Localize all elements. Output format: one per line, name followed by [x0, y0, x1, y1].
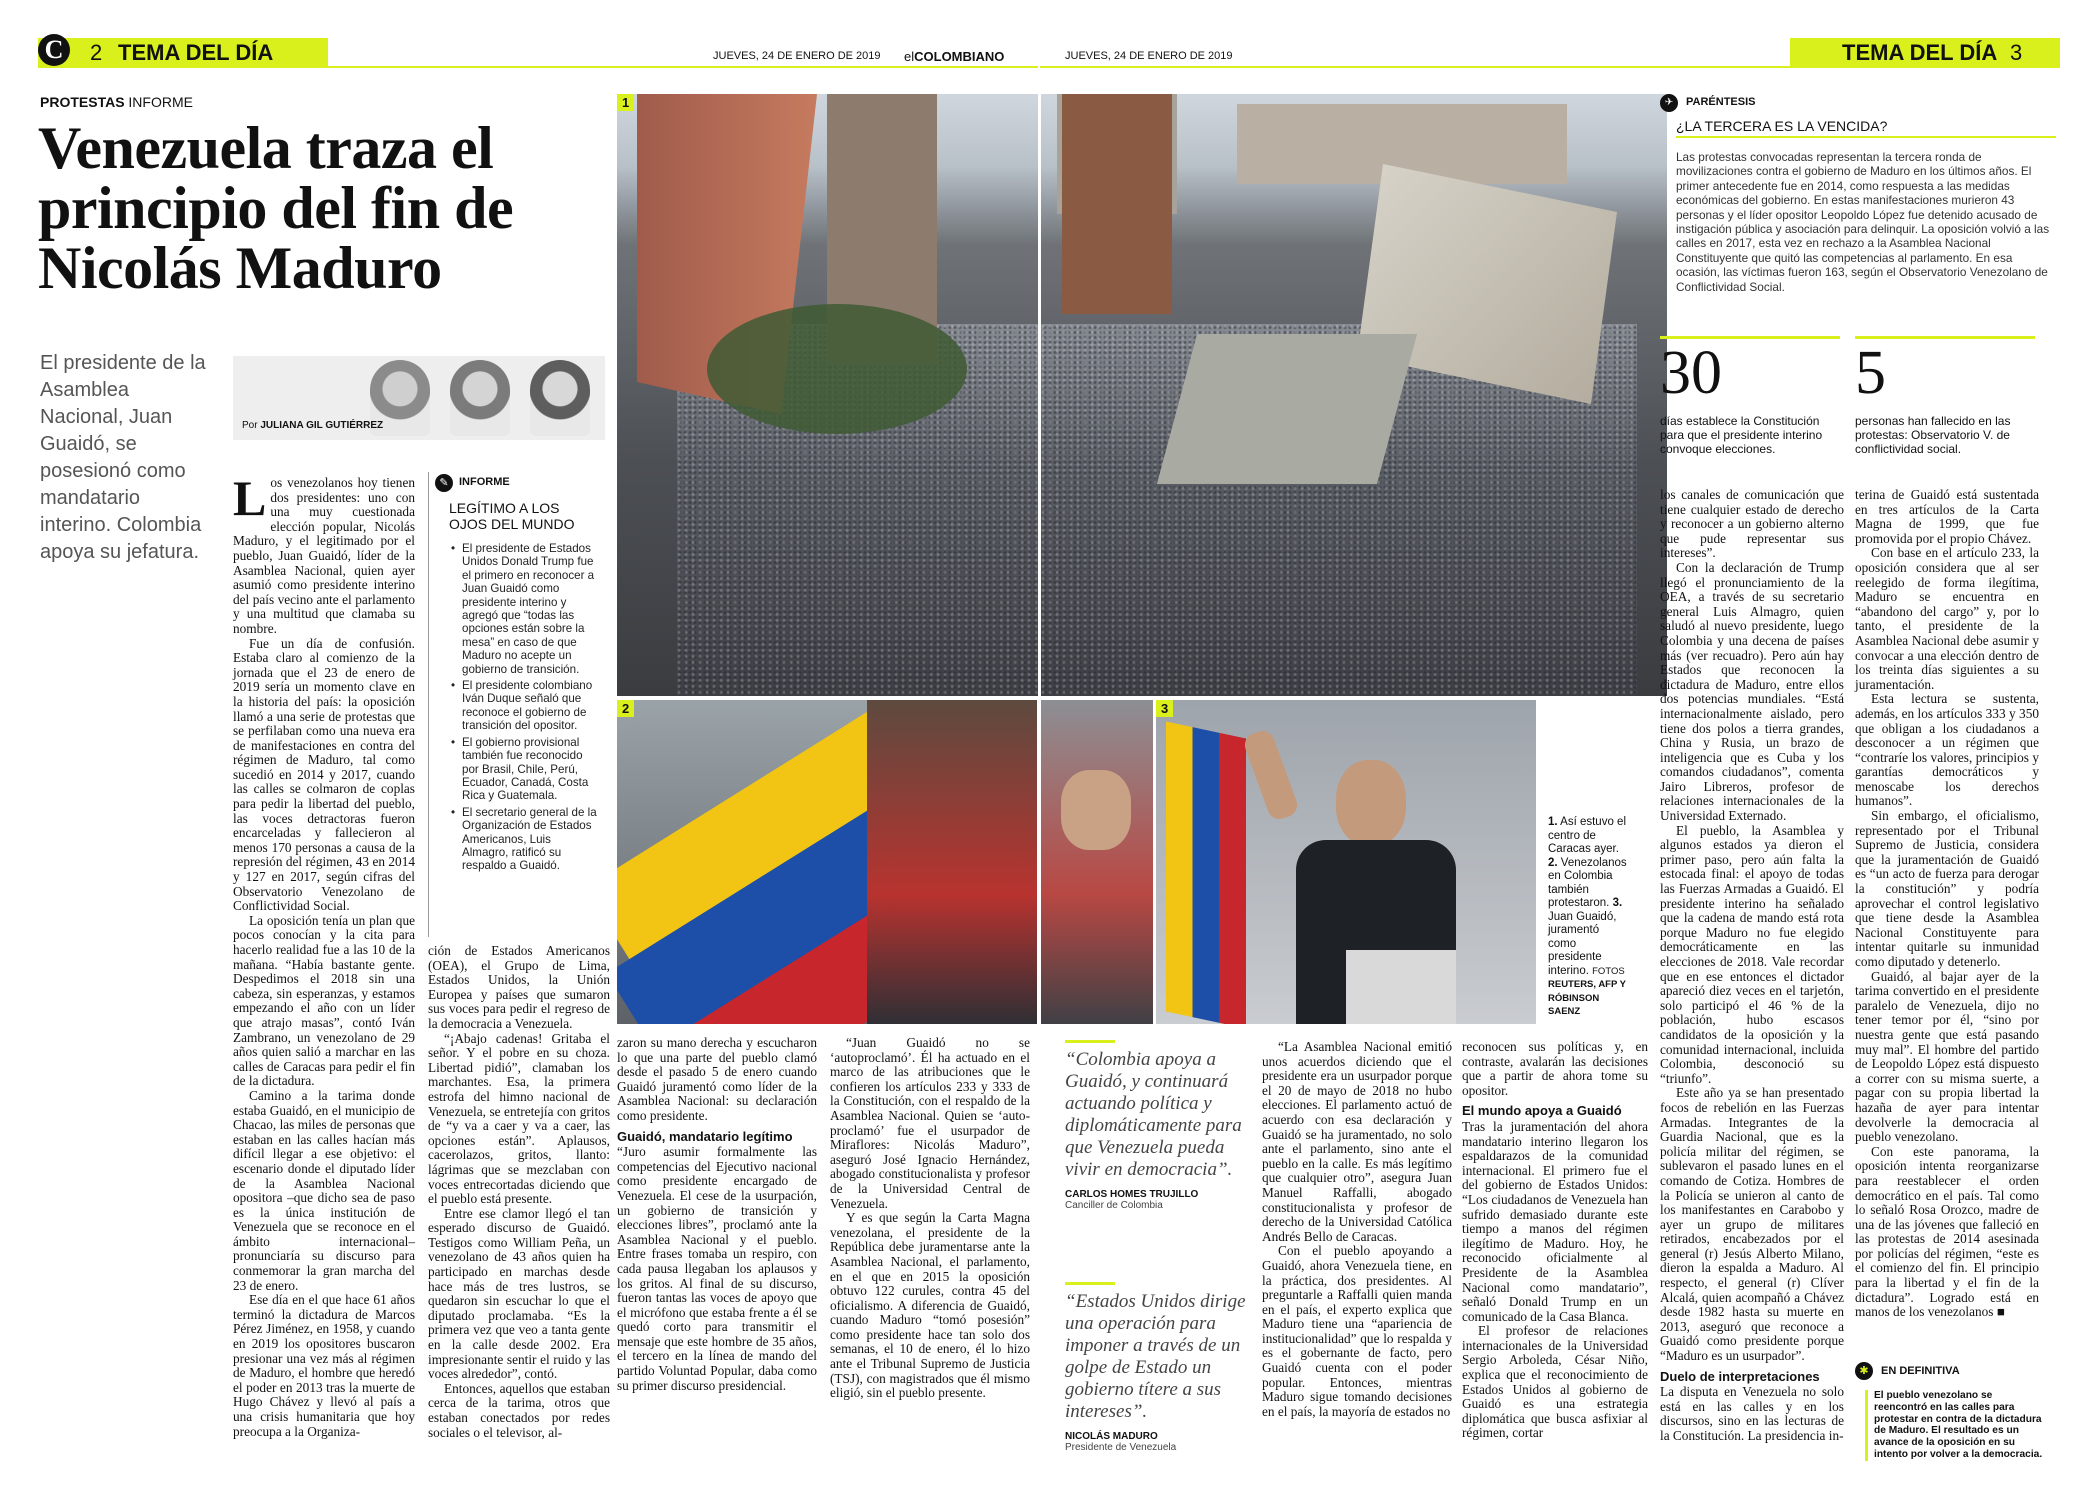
definitiva-label: EN DEFINITIVA	[1881, 1365, 1960, 1377]
avatar	[450, 360, 510, 436]
quote-1	[1065, 1040, 1255, 1211]
en-definitiva-box	[1855, 1362, 2045, 1472]
drop-cap: L	[233, 470, 267, 526]
building	[1062, 94, 1172, 314]
list-item: • El secretario general de la Organización de Estados Americanos, Luis Almagro, ratificó su respaldo a Guaidó.	[451, 806, 599, 873]
page-number-right: 3	[2010, 40, 2023, 65]
list-item: • El gobierno provisional también fue reconocido por Brasil, Chile, Perú, Ecuador, Canadá, Costa Rica y Guatemala.	[451, 736, 599, 803]
list-item: • El presidente de Estados Unidos Donald Trump fue el primero en reconocer a Juan Guaidó como presidente interino y agregó que “todas las opciones están sobre la mesa” en caso de que Maduro no acepte un gobierno de transición.	[451, 542, 599, 676]
body-column-7: reconocen sus políticas y, en contraste, avalarán las decisiones que a partir de ahora tome su opositor. El mundo apoya a Guaidó Tras la juramentación del ahora mandatario interino llegaron los espaldarazos de la comunidad internacional. El primero fue el del gobierno de Estados Unidos: “Los ciudadanos de Venezuela han sufrido demasiado durante este tiempo a manos del régimen ilegítimo de Maduro. Hoy, he reconocido oficialmente al Presidente de la Asamblea Nacional como mandatario”, señaló Donald Trump en un comunicado de la Casa Blanca. El profesor de relaciones internacionales de la Universidad Sergio Arboleda, César Niño, explica que el reconocimiento de Estados Unidos al gobierno de Guaidó es una estrategia diplomática que busca asfixiar al régimen, cortar	[1462, 1039, 1648, 1441]
section-right: TEMA DEL DÍA	[1842, 40, 1998, 65]
byline: Por JULIANA GIL GUTIÉRREZ	[242, 420, 384, 431]
quote-rule	[1065, 1040, 1115, 1043]
body-column-8: los canales de comunicación que tiene cualquier estado de derecho y reconocer a un gobierno alterno que pude representar sus intereses”. Con la declaración de Trump llegó el pronunciamiento de la OEA, a través de su secretario general Luis Almagro, quien saludó al nuevo presidente, luego Colombia y una decena de países más (ver recuadro). Pero aún hay Estados que reconocen la dictadura de Maduro, entre ellos dos potencias mundiales. “Está internacionalmente aislado, pero tiene dos polos a tierra grandes, China y Rusia, un brazo de inteligencia que es Cuba y los comandos ciudadanos”, comenta Jairo Libreros, profesor de relaciones internacionales de la Universidad Externado. El pueblo, la Asamblea y algunos estados ya dieron el primer paso, pero aún falta la estocada final: el apoyo de todas las Fuerzas Armadas a Guaidó. El presidente interino ha señalado que la cadena de mando está rota porque Maduro no fue elegido democráticamente en las elecciones de 2018. Vale recordar que en ese entonces el dictador apareció diez veces en el tarjetón, solo participó el 46 % de la población, hubo escasos candidatos de la oposición y la comunidad internacional, incluida Colombia, desconoció su “triunfo”. Este año ya se han presentado focos de rebelión en las Fuerzas Armadas. Integrantes de la Guardia Nacional, que es la policía militar del régimen, se sublevaron el pasado lunes en el comando de Cotiza. Hombres de la Policía se unieron al canto de los manifestantes en Carabobo y ayer un grupo de militares retirados, encabezados por el general (r) Jesús Alberto Milano, dieron la espalda a Maduro. Al respecto, el general (r) Clíver Alcalá, quien acompañó a Chávez desde 1982 hasta su muerte en 2013, aseguró que reconoce a Guaidó como presidente porque “Maduro es un usurpador”. Duelo de interpretaciones La disputa en Venezuela no solo está en las calles y en los discursos, sino en las lecturas de la Constitución. La presidencia in-	[1660, 487, 1844, 1443]
stat-text-2: personas han fallecido en las protestas: Observatorio V. de conflictividad social.	[1855, 414, 2011, 456]
photo-label-2: 2	[617, 700, 634, 717]
photo-label-3: 3	[1156, 700, 1173, 717]
photo-label-1: 1	[617, 94, 634, 111]
quote-2	[1065, 1282, 1255, 1453]
stat-text-1: días establece la Constitución para que el presidente interino convoque elecciones.	[1660, 414, 1823, 456]
informe-title: LEGÍTIMO A LOS OJOS DEL MUNDO	[449, 500, 575, 532]
parentesis-box	[1660, 94, 2060, 316]
parentesis-icon: ✈	[1660, 94, 1678, 112]
section-left: TEMA DEL DÍA	[118, 40, 274, 65]
body-column-6: “La Asamblea Nacional emitió unos acuerdos diciendo que el presidente era un usurpador porque el 20 de mayo de 2018 no hubo elecciones. El parlamento actuó de acuerdo con esa declaración y Guaidó se ha juramentado, no solo ante el parlamento, sino ante el pueblo en la calle. Es más legítimo que cualquier otro”, asegura Juan Manuel Raffalli, abogado constitucionalista y profesor de derecho de la Universidad Católica Andrés Bello de Caracas. Con el pueblo apoyando a Guaidó, ahora Venezuela tiene, en la práctica, dos presidentes. Al preguntarle a Raffalli quien manda en el país, el experto explica que Maduro tiene una “apariencia de institucionalidad” que lo respalda y es el gobernante de facto, pero Guaidó cuenta con el poder popular. Entonces, mientras Maduro sigue tomando decisiones en el país, la mayoría de estados no	[1262, 1039, 1452, 1419]
body-column-3: zaron su mano derecha y escucharon lo que una parte del pueblo clamó desde el pasado 5 de enero cuando Guaidó juramentó como líder de la Asamblea Nacional: su declaración como presidente. Guaidó, mandatario legítimo “Juro asumir formalmente las competencias del Ejecutivo nacional como presidente encargado de Venezuela. El cese de la usurpación, un gobierno de transición y elecciones libres”, proclamó ante la Asamblea Nacional y el pueblo. Entre frases tomaba un respiro, con cada pausa llegaban los aplausos y los gritos. Al final de su discurso, fueron tantas las voces de apoyo que el micrófono que estaba frente a él se quedó corto para transmitir el mensaje que este hombre de 35 años, el tercero en la línea de mando del partido Voluntad Popular, daba como su primer discurso presidencial.	[617, 1035, 817, 1393]
subhead: El mundo apoya a Guaidó	[1462, 1103, 1622, 1119]
trees	[707, 304, 967, 434]
informe-label: INFORME	[459, 476, 510, 488]
photo-guaido	[1156, 700, 1536, 1024]
page-number-left: 2	[90, 40, 103, 65]
photo-protester-crop	[1041, 700, 1153, 1024]
headline: Venezuela traza el principio del fin de Nicolás Maduro	[38, 115, 514, 301]
quote-text: “Estados Unidos dirige una operación para imponer a través de un golpe de Estado un gobierno títere a sus intereses”.	[1065, 1291, 1246, 1422]
raised-hand	[1242, 728, 1301, 823]
construction-site	[1157, 334, 1417, 484]
kicker: PROTESTAS INFORME	[40, 94, 193, 110]
subhead: Duelo de interpretaciones	[1660, 1368, 1820, 1384]
definitiva-text: El pueblo venezolano se reencontró en las calles para protestar en contra de la dictadura de Maduro. El resultado es un avance de la oposición en su intento por volver a la democracia.	[1865, 1390, 2043, 1461]
crowd-people	[867, 700, 1037, 1024]
protester-head	[1061, 770, 1131, 850]
informe-box	[428, 472, 604, 937]
photo-protest-flag	[617, 700, 1037, 1024]
parentesis-label: PARÉNTESIS	[1686, 96, 1756, 108]
paper-name: elCOLOMBIANO	[904, 49, 1005, 64]
date-right: JUEVES, 24 DE ENERO DE 2019	[1065, 50, 1233, 62]
guaido-figure	[1336, 760, 1406, 846]
quote-rule	[1065, 1282, 1115, 1285]
logo-c-icon: C	[38, 34, 70, 66]
quote-name: CARLOS HOMES TRUJILLO	[1065, 1189, 1199, 1200]
stat-number-2: 5	[1855, 339, 1886, 407]
flag-venezuela	[1166, 721, 1246, 1024]
podium	[1346, 950, 1456, 1024]
subhead: Guaidó, mandatario legítimo	[617, 1128, 793, 1144]
body-column-9: terina de Guaidó está sustentada en tres artículos de la Carta Magna de 1999, que fue promovida por el propio Chávez. Con base en el artículo 233, la oposición considera que al ser reelegido de forma ilegítima, Maduro se encuentra en “abandono del cargo” y, por lo tanto, el presidente de la Asamblea Nacional debe asumir y convocar a una elección dentro de los treinta días siguientes a su juramentación. Esta lectura se sustenta, además, en los artículos 333 y 350 que obligan a los ciudadanos a desconocer a un régimen que “contraríe los valores, principios y garantías democráticos y menoscabe los derechos humanos”. Sin embargo, el oficialismo, representado por el Tribunal Supremo de Justicia, considera que la juramentación de Guaidó es “un acto de fuerza para derogar la constitución” y podría aprovechar el control legislativo que tiene desde la Asamblea Nacional Constituyente para intentar quitarle su inmunidad como diputado y detenerlo. Guaidó, al bajar ayer de la tarima convertido en el presidente paralelo de Venezuela, dijo no tener temor por él, “sino por nuestra gente que está pasando muy mal”. El hombre del partido de Leopoldo López está dispuesto a correr con su misma suerte, a pagar con su propia libertad la hazaña de ayer para intentar devolverle la democracia al pueblo venezolano. Con este panorama, la oposición intenta reorganizarse para reestablecer el orden democrático en el país. Tal como lo señaló Rosa Orozco, madre de una de las jóvenes que falleció en las protestas de 2014 asesinada por policías del régimen, “este es el comienzo del fin. El principio para la libertad y el fin de la dictadura”. Logrado está en manos de los venezolanos ■	[1855, 487, 2039, 1320]
body-column-4: “Juan Guaidó no se ‘autoproclamó’. Él ha actuado en el marco de las atribuciones que le confieren los artículos 233 y 333 de la Constitución, con el respaldo de la Asamblea Nacional. Quien se ‘auto-proclamó’ fue el usurpador de Miraflores: Nicolás Maduro”, aseguró José Ignacio Hernández, abogado constitucionalista y profesor de la Universidad Central de Venezuela. Y es que según la Carta Magna venezolana, el presidente de la República debe juramentarse ante la Asamblea Nacional, el parlamento, en el que en 2015 la oposición obtuvo 122 curules, contra 45 del oficialismo. A diferencia de Guaidó, cuando Maduro “tomó posesión” como presidente hace tan solo dos semanas, el 10 de enero, él lo hizo ante el Tribunal Supremo de Justicia (TSJ), con magistrados que él mismo eligió, sin el pueblo presente.	[830, 1035, 1030, 1401]
parentesis-text: Las protestas convocadas representan la tercera ronda de movilizaciones contra el gobierno de Maduro en los últimos años. El primer antecedente fue en 2014, como respuesta a las medidas económicas del gobierno. En estas manifestaciones murieron 43 personas y el líder opositor Leopoldo López fue detenido acusado de instigación pública y asociación para delinquir. La oposición volvió a las calles en 2017, esta vez en rechazo a la Asamblea Nacional Constituyente que quitó las competencias al parlamento. En esa ocasión, las víctimas fueron 163, según el Observatorio Venezolano de Conflictividad Social.	[1676, 150, 2050, 294]
quote-role: Presidente de Venezuela	[1065, 1442, 1177, 1453]
body-column-2: ción de Estados Americanos (OEA), el Grupo de Lima, Estados Unidos, la Unión Europea y países que sumaron sus voces para pedir el regreso de la democracia a Venezuela. “¡Abajo cadenas! Gritaba el señor. Y el pobre en su choza. Libertad pidió”, clamaban los marchantes. Esa, la primera estrofa del himno nacional de Venezuela, se entretejía con gritos de “y va a caer y va a caer, las opciones están”. Aplausos, cacerolazos, gritos, llanto: lágrimas que se mezclaban con voces entrecortadas diciendo que el pueblo está presente. Entre ese clamor llegó el tan esperado discurso de Guaidó. Testigos como William Peña, un venezolano de 43 años quien ha participado en marchas desde hace más de tres lustros, se quedaron sin escuchar lo que el diputado proclamaba. “Es la primera vez que veo a tanta gente en la calle desde 2002. Era impresionante sentir el ruido y las voces alrededor”, contó. Entonces, aquellos que estaban cerca de la tarima, otros que estaban conectados por redes sociales o el televisor, al-	[428, 943, 610, 1440]
photo-caracas-crowd	[617, 94, 1667, 696]
right-header-rule	[1040, 66, 2060, 68]
date-left: JUEVES, 24 DE ENERO DE 2019	[713, 50, 881, 62]
definitiva-icon: ✱	[1855, 1362, 1873, 1380]
informe-icon: ✎	[435, 474, 453, 492]
parentesis-title: ¿LA TERCERA ES LA VENCIDA?	[1676, 118, 2056, 138]
quote-role: Canciller de Colombia	[1065, 1200, 1163, 1211]
avatar	[530, 360, 590, 436]
photo-caption: 1. Así estuvo el centro de Caracas ayer. 2. Venezolanos en Colombia también protestaron. 3. Juan Guaidó, juramentó como presidente interino. FOTOS REUTERS, AFP Y RÓBINSON SAENZ	[1548, 816, 1627, 1017]
informe-list	[451, 542, 599, 876]
body-column-1: L os venezolanos hoy tienen dos presidentes: uno con una muy cuestionada elección popular, Nicolás Maduro, y el legitimado por el pueblo, Juan Guaidó, líder de la Asamblea Nacional, quien ayer asumió como presidente interino del país vecino ante el parlamento y una multitud que clamaba su nombre. Fue un día de confusión. Estaba claro al comienzo de la jornada que el 23 de enero de 2019 sería un momento clave en la historia del país: la oposición llamó a una serie de protestas que se perfilaban como una nueva era de manifestaciones en contra del régimen de Maduro, tal como sucedió en 2014 y 2017, cuando las calles se colmaron de coplas para pedir la libertad del pueblo, las voces detractoras fueron encarceladas y fallecieron al menos 170 personas a causa de la represión del régimen, 43 en 2014 y 127 en 2017, según cifras del Observatorio Venezolano de Conflictividad Social. La oposición tenía un plan que pocos conocían y la cita para hacerlo realidad fue a las 10 de la mañana. “Había bastante gente. Despedimos el 2018 sin una cabeza, sin esperanzas, y estamos empezando el año con un líder que atrajo masas”, contó Iván Zambrano, un venezolano de 29 años quien salió a marchar en las calles de Caracas para pedir el fin de la dictadura. Camino a la tarima donde estaba Guaidó, en el municipio de Chacao, las miles de personas que estaban en las calles hacían más difícil llegar a ese objetivo: el escenario donde el diputado líder de la Asamblea Nacional opositora –que dicho sea de paso es la única institución de Venezuela que se reconoce en el ámbito internacional– pronunciaría su discurso para conmemorar la gran marcha del 23 de enero. Ese día en el que hace 61 años terminó la dictadura de Marcos Pérez Jiménez, en 1958, y cuando en 2019 los opositores buscaron presionar una vez más al régimen de Maduro, el hombre que heredó el poder en 2013 tras la muerte de Hugo Chávez y llevó al país a una crisis humanitaria que hoy preocupa a la Organiza-	[233, 470, 415, 1439]
left-header-rule	[38, 66, 1038, 68]
quote-text: “Colombia apoya a Guaidó, y continuará actuando política y diplomáticamente para que Venezuela pueda vivir en democracia”.	[1065, 1049, 1242, 1180]
list-item: • El presidente colombiano Iván Duque señaló que reconoce el gobierno de transición del opositor.	[451, 679, 599, 733]
deck: El presidente de la Asamblea Nacional, Juan Guaidó, se posesionó como mandatario interino. Colombia apoya su jefatura.	[40, 352, 206, 563]
stat-number-1: 30	[1660, 339, 1722, 407]
quote-name: NICOLÁS MADURO	[1065, 1431, 1158, 1442]
